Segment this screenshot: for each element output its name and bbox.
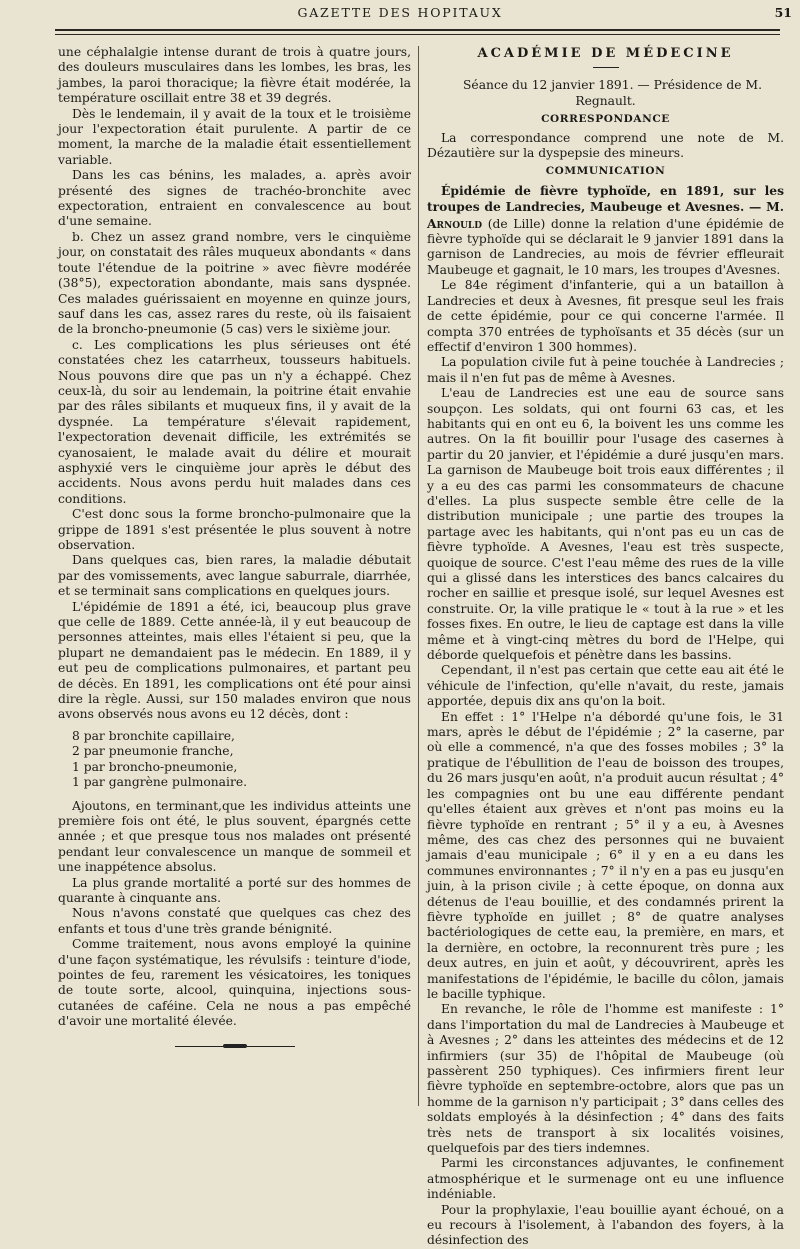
communication-paragraph bbox=[427, 183, 784, 278]
column-divider bbox=[418, 46, 419, 1106]
page-header bbox=[0, 0, 800, 32]
paragraph: La plus grande mortalité a porté sur des hommes de quarante à cinquante ans. bbox=[58, 875, 411, 905]
page-number: 51 bbox=[774, 5, 792, 20]
list-item: 1 par gangrène pulmonaire. bbox=[72, 775, 248, 790]
communication-title: Épidémie de fièvre typhoïde, en 1891, sur les troupes de Landrecies, Maubeuge et Avesnes. bbox=[427, 182, 784, 215]
running-title: GAZETTE DES HOPITAUX bbox=[297, 5, 503, 20]
left-column bbox=[58, 45, 411, 1048]
paragraph: Dès le lendemain, il y avait de la toux et le troisième jour l'expectoration était purulente. A partir de ce moment, la marche de la maladie était essentiellement variable. bbox=[58, 106, 411, 167]
communication-author: — M. Arnould bbox=[427, 199, 784, 231]
paragraph: La correspondance comprend une note de M. Dézautière sur la dyspepsie des mineurs. bbox=[427, 130, 784, 161]
paragraph: Cependant, il n'est pas certain que cette eau ait été le véhicule de l'infection, qu'elle n'avait, du reste, jamais apportée, depuis dix ans qu'on la boit. bbox=[427, 663, 784, 709]
paragraph: Dans quelques cas, bien rares, la maladie débutait par des vomissements, avec langue saburrale, diarrhée, et se terminait sans complications en quelques jours. bbox=[58, 553, 411, 599]
death-causes-list bbox=[58, 729, 411, 791]
paragraph: Ajoutons, en terminant,que les individus atteints une première fois ont été, le plus souvent, épargnés cette année ; et que presque tous nos malades ont présenté pendant leur convalescence un manque de sommeil et une inappétence absolus. bbox=[58, 798, 411, 875]
section-title: ACADÉMIE DE MÉDECINE bbox=[477, 46, 734, 61]
title-rule bbox=[593, 67, 619, 68]
paragraph: La population civile fut à peine touchée à Landrecies ; mais il n'en fut pas de même à Avesnes. bbox=[427, 355, 784, 385]
heading-communication: COMMUNICATION bbox=[545, 165, 666, 178]
paragraph: L'eau de Landrecies est une eau de source sans soupçon. Les soldats, qui ont fourni 63 cas, et les habitants qui en ont eu 6, la boivent les uns comme les autres. On la fit bouillir pour l'usage des casernes à partir du 20 janvier, et l'épidémie a duré jusqu'en mars. La garnison de Maubeuge boit trois eaux différentes ; il y a eu des cas parmi les consommateurs de chacune d'elles. La plus suspecte semble être celle de la distribution municipale ; une partie des troupes la partage avec les habitants, qui n'ont pas eu un cas de fièvre typhoïde. A Avesnes, l'eau est très suspecte, quoique de source. C'est l'eau même des rues de la ville qui a glissé dans les interstices des bancs calcaires du rocher en saillie et presque isolé, sur lequel Avesnes est construite. Or, la ville pratique le « tout à la rue » et les fosses fixes. En outre, le lieu de captage est dans la ville même et à vingt-cinq mètres du bord de l'Helpe, qui déborde quelquefois et pénètre dans les bassins. bbox=[427, 386, 784, 663]
paragraph: Le 84e régiment d'infanterie, qui a un bataillon à Landrecies et deux à Avesnes, fit presque seul les frais de cette épidémie, pour ce qui concerne l'armée. Il compta 370 entrées de typhoïsants et 35 décès (sur un effectif d'environ 1 300 hommes). bbox=[427, 278, 784, 354]
paragraph: Nous n'avons constaté que quelques cas chez des enfants et tous d'une très grande bénignité. bbox=[58, 906, 411, 936]
paragraph: En revanche, le rôle de l'homme est manifeste : 1° dans l'importation du mal de Landrecies à Maubeuge et à Avesnes ; 2° dans les atteintes des médecins et de 12 infirmiers (sur 35) de l'hôpital de Maubeuge (où passèrent 250 typhiques). Ces infirmiers firent leur fièvre typhoïde en septembre-octobre, alors que pas un homme de la garnison n'y participait ; 3° dans celles des soldats employés à la désinfection ; 4° dans des faits très nets de transport à six localités voisines, quelquefois par des tiers indemnes. bbox=[427, 1002, 784, 1156]
heading-correspondance: CORRESPONDANCE bbox=[541, 113, 670, 126]
list-item: 1 par broncho-pneumonie, bbox=[72, 759, 238, 774]
paragraph: une céphalalgie intense durant de trois à quatre jours, des douleurs musculaires dans les lombes, les bras, les jambes, la paroi thoracique; la fièvre était modérée, la température oscillait entre 38 et 39 degrés. bbox=[58, 45, 411, 106]
session-line: Séance du 12 janvier 1891. — Présidence de M. Regnault. bbox=[463, 78, 762, 108]
paragraph: En effet : 1° l'Helpe n'a débordé qu'une fois, le 31 mars, après le début de l'épidémie ; 2° la caserne, par où elle a commencé, n'a que des fosses mobiles ; 3° la pratique de l'ébullition de l'eau de boisson des troupes, du 26 mars jusqu'en août, n'a produit aucun résultat ; 4° les compagnies ont bu une eau différente pendant qu'elles étaient aux grèves et n'ont pas moins eu la fièvre typhoïde en rentrant ; 5° il y a eu, à Avesnes même, des cas chez des personnes qui ne buvaient jamais d'eau municipale ; 6° il y en a eu dans les communes environnantes ; 7° il n'y en a pas eu jusqu'en juin, à la prison civile ; à cette époque, on donna aux détenus de l'eau bouillie, et des condamnés prirent la fièvre typhoïde en juillet ; 8° de quatre analyses bactériologiques de cette eau, la première, en mars, et la dernière, en octobre, la reconnurent très pure ; les deux autres, en juin et août, y découvrirent, après les manifestations de l'épidémie, le bacille du côlon, jamais le bacille typhique. bbox=[427, 709, 784, 1001]
communication-text: (de Lille) donne la relation d'une épidémie de fièvre typhoïde qui se déclarait le 9 janvier 1891 dans la garnison de Landrecies, au mois de février effleurait Maubeuge et gagnait, le 10 mars, les troupes d'Avesnes. bbox=[427, 216, 784, 277]
right-column bbox=[427, 46, 784, 1249]
header-rule-thin bbox=[55, 34, 780, 35]
paragraph: Parmi les circonstances adjuvantes, le confinement atmosphérique et le surmenage ont eu une influence indéniable. bbox=[427, 1156, 784, 1202]
paragraph: L'épidémie de 1891 a été, ici, beaucoup plus grave que celle de 1889. Cette année-là, il y eut beaucoup de personnes atteintes, mais elles l'étaient si peu, que la plupart ne demandaient pas le médecin. En 1889, il y eut peu de complications pulmonaires, et partant peu de décès. En 1891, les complications ont été pour ainsi dire la règle. Aussi, sur 150 malades environ que nous avons observés nous avons eu 12 décès, dont : bbox=[58, 599, 411, 722]
paragraph: Pour la prophylaxie, l'eau bouillie ayant échoué, on a eu recours à l'isolement, à l'abandon des foyers, à la désinfection des bbox=[427, 1202, 784, 1248]
paragraph: b. Chez un assez grand nombre, vers le cinquième jour, on constatait des râles muqueux abondants « dans toute l'étendue de la poitrine » avec fièvre modérée (38°5), expectoration abondante, mais sans dyspnée. Ces malades guérissaient en moyenne en quinze jours, sauf dans les cas, assez rares du reste, où ils faisaient de la broncho-pneumonie (5 cas) vers le sixième jour. bbox=[58, 229, 411, 337]
list-item: 8 par bronchite capillaire, bbox=[72, 728, 235, 743]
paragraph: Comme traitement, nous avons employé la quinine d'une façon systématique, les révulsifs : teinture d'iode, pointes de feu, rarement les vésicatoires, les toniques de toute sorte, alcool, quinquina, injections sous-cutanées de caféine. Cela ne nous a pas empêché d'avoir une mortalité élevée. bbox=[58, 937, 411, 1029]
header-rule-thick bbox=[55, 29, 780, 31]
list-item: 2 par pneumonie franche, bbox=[72, 744, 234, 759]
paragraph: C'est donc sous la forme broncho-pulmonaire que la grippe de 1891 s'est présentée le plus souvent à notre observation. bbox=[58, 507, 411, 552]
paragraph: c. Les complications les plus sérieuses ont été constatées chez les catarrheux, tousseurs habituels. Nous pouvons dire que pas un n'y a échappé. Chez ceux-là, du soir au lendemain, la poitrine était envahie par des râles sibilants et muqueux fins, il y avait de la dyspnée. La température s'élevait rapidement, l'expectoration devenait difficile, les extrémités se cyanosaient, le malade avait du délire et mourait asphyxié vers le cinquième jour après le début des accidents. Nous avons perdu huit malades dans ces conditions. bbox=[58, 337, 411, 506]
paragraph: Dans les cas bénins, les malades, a. après avoir présenté des signes de trachéo-bronchite avec expectoration, entraient en convalescence au bout d'une semaine. bbox=[58, 168, 411, 229]
end-ornament bbox=[175, 1044, 295, 1048]
